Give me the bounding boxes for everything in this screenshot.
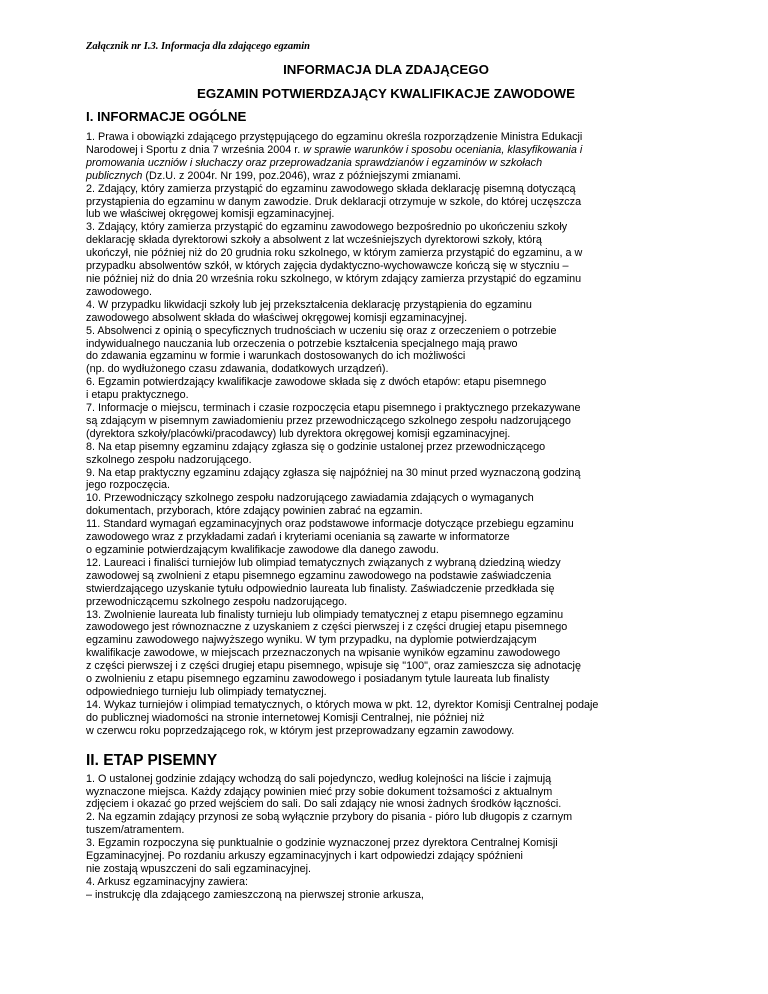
section-1-paragraph-12: 12. Laureaci i finaliści turniejów lub olimpiad tematycznych związanych z wybraną dziedziną wiedzy zawodowej są zwolnieni z etapu pisemnego egzaminu zawodowego na podstawie zaświadczenia stwierdzającego uzyskanie tytułu odpowiednio laureata lub finalisty. Zaświadczenie przedkłada się przewodniczącemu szkolnego zespołu nadzorującego.	[86, 556, 561, 608]
section-1-paragraph-4: 4. W przypadku likwidacji szkoły lub jej przekształcenia deklarację przystąpienia do egzaminu zawodowego absolwent składa do właściwej okręgowej komisji egzaminacyjnej.	[86, 298, 532, 324]
section-1-paragraph-3: 3. Zdający, który zamierza przystąpić do egzaminu zawodowego bezpośrednio po ukończeniu szkoły deklarację składa dyrektorowi szkoły a absolwent z lat wcześniejszych dyrektorowi szkoły, którą ukończył, nie później niż do 20 grudnia roku szkolnego, w którym zamierza przystąpić do egzaminu, a w przypadku absolwentów szkół, w których zajęcia dydaktyczno-wychowawcze kończą się w styczniu – nie później niż do dnia 20 września roku szkolnego, w którym zdający zamierza przystąpić do egzaminu zawodowego.	[86, 221, 583, 298]
section-1-paragraph-8: 8. Na etap pisemny egzaminu zdający zgłasza się o godzinie ustalonej przez przewodniczącego szkolnego zespołu nadzorującego.	[86, 440, 546, 466]
section-2-heading: II. ETAP PISEMNY	[86, 751, 218, 769]
section-1-paragraph-9: 9. Na etap praktyczny egzaminu zdający zgłasza się najpóźniej na 30 minut przed wyznaczoną godziną jego rozpoczęcia.	[86, 466, 581, 492]
section-1-paragraph-5: 5. Absolwenci z opinią o specyficznych trudnościach w uczeniu się oraz z orzeczeniem o potrzebie indywidualnego nauczania lub orzeczenia o potrzebie kształcenia specjalnego mają prawo do zdawania egzaminu w formie i warunkach dostosowanych do ich możliwości (np. do wydłużonego czasu zdawania, dodatkowych urządzeń).	[86, 324, 557, 376]
section-2-paragraph-1: 1. O ustalonej godzinie zdający wchodzą do sali pojedynczo, według kolejności na liście i zajmują wyznaczone miejsca. Każdy zdający powinien mieć przy sobie dokument tożsamości z aktualnym zdjęciem i okazać go przed wejściem do sali. Do sali zdający nie wnosi żadnych środków łączności.	[86, 772, 562, 811]
document-page	[86, 40, 686, 902]
section-1-paragraph-1: 1. Prawa i obowiązki zdającego przystępującego do egzaminu określa rozporządzenie Ministra Edukacji Narodowej i Sportu z dnia 7 września 2004 r. w sprawie warunków i sposobu oceniania, klasyfikowania i promowania uczniów i słuchaczy oraz przeprowadzania sprawdzianów i egzaminów w szkołach publicznych (Dz.U. z 2004r. Nr 199, poz.2046), wraz z późniejszymi zmianami.	[86, 131, 583, 182]
section-1-paragraph-11: 11. Standard wymagań egzaminacyjnych oraz podstawowe informacje dotyczące przebiegu egzaminu zawodowego wraz z przykładami zadań i kryteriami oceniania są zawarte w informatorze o egzaminie potwierdzającym kwalifikacje zawodowe dla danego zawodu.	[86, 518, 574, 556]
section-1-paragraph-10: 10. Przewodniczący szkolnego zespołu nadzorującego zawiadamia zdających o wymaganych dokumentach, przyborach, które zdający powinien zabrać na egzamin.	[86, 492, 534, 518]
section-1-paragraph-6: 6. Egzamin potwierdzający kwalifikacje zawodowe składa się z dwóch etapów: etapu pisemnego i etapu praktycznego.	[86, 376, 547, 402]
section-1-paragraph-14-rest: do publicznej wiadomości na stronie internetowej Komisji Centralnej, nie później niż w czerwcu roku poprzedzającego rok, w którym jest przeprowadzany egzamin zawodowy.	[86, 711, 515, 737]
section-1-paragraph-14-line-1: 14. Wykaz turniejów i olimpiad tematycznych, o których mowa w pkt. 12, dyrektor Komisji Centralnej podaje	[86, 698, 599, 711]
section-1-paragraph-13: 13. Zwolnienie laureata lub finalisty turnieju lub olimpiady tematycznej z etapu pisemnego egzaminu zawodowego jest równoznaczne z uzyskaniem z części pierwszej i z części drugiej etapu pisemnego egzaminu zawodowego najwyższego wyniku. W tym przypadku, na dyplomie potwierdzającym kwalifikacje zawodowe, w miejscach przeznaczonych na wpisanie wyników egzaminu zawodowego z części pierwszej i z części drugiej etapu pisemnego, wpisuje się "100", oraz zamieszcza się adnotację o zwolnieniu z etapu pisemnego egzaminu zawodowego i posiadanym tytule laureata lub finalisty odpowiedniego turnieju lub olimpiady tematycznej.	[86, 608, 581, 698]
section-2-paragraph-3: 3. Egzamin rozpoczyna się punktualnie o godzinie wyznaczonej przez dyrektora Centralnej Komisji Egzaminacyjnej. Po rozdaniu arkuszy egzaminacyjnych i kart odpowiedzi zdający spóźnieni nie zostają wpuszczeni do sali egzaminacyjnej.	[86, 837, 558, 875]
section-1-heading: I. INFORMACJE OGÓLNE	[86, 109, 247, 124]
section-1-paragraph-2: 2. Zdający, który zamierza przystąpić do egzaminu zawodowego składa deklarację pisemną dotyczącą przystąpienia do egzaminu w danym zawodzie. Druk deklaracji otrzymuje w szkole, do której uczęszcza lub we właściwej okręgowej komisji egzaminacyjnej.	[86, 182, 582, 221]
section-1-paragraph-7: 7. Informacje o miejscu, terminach i czasie rozpoczęcia etapu pisemnego i praktycznego przekazywane są zdającym w pisemnym zawiadomieniu przez przewodniczącego szkolnego zespołu nadzorującego (dyrektora szkoły/placówki/pracodawcy) lub dyrektora okręgowej komisji egzaminacyjnej.	[86, 402, 581, 440]
document-subtitle: EGZAMIN POTWIERDZAJĄCY KWALIFIKACJE ZAWODOWE	[197, 86, 575, 101]
section-2-paragraph-4: 4. Arkusz egzaminacyjny zawiera: – instrukcję dla zdającego zamieszczoną na pierwszej stronie arkusza,	[86, 875, 424, 901]
section-2-paragraph-2: 2. Na egzamin zdający przynosi ze sobą wyłącznie przybory do pisania - pióro lub długopis z czarnym tuszem/atramentem.	[86, 811, 573, 837]
attachment-header: Załącznik nr I.3. Informacja dla zdającego egzamin	[86, 41, 311, 52]
document-title: INFORMACJA DLA ZDAJĄCEGO	[283, 62, 489, 77]
